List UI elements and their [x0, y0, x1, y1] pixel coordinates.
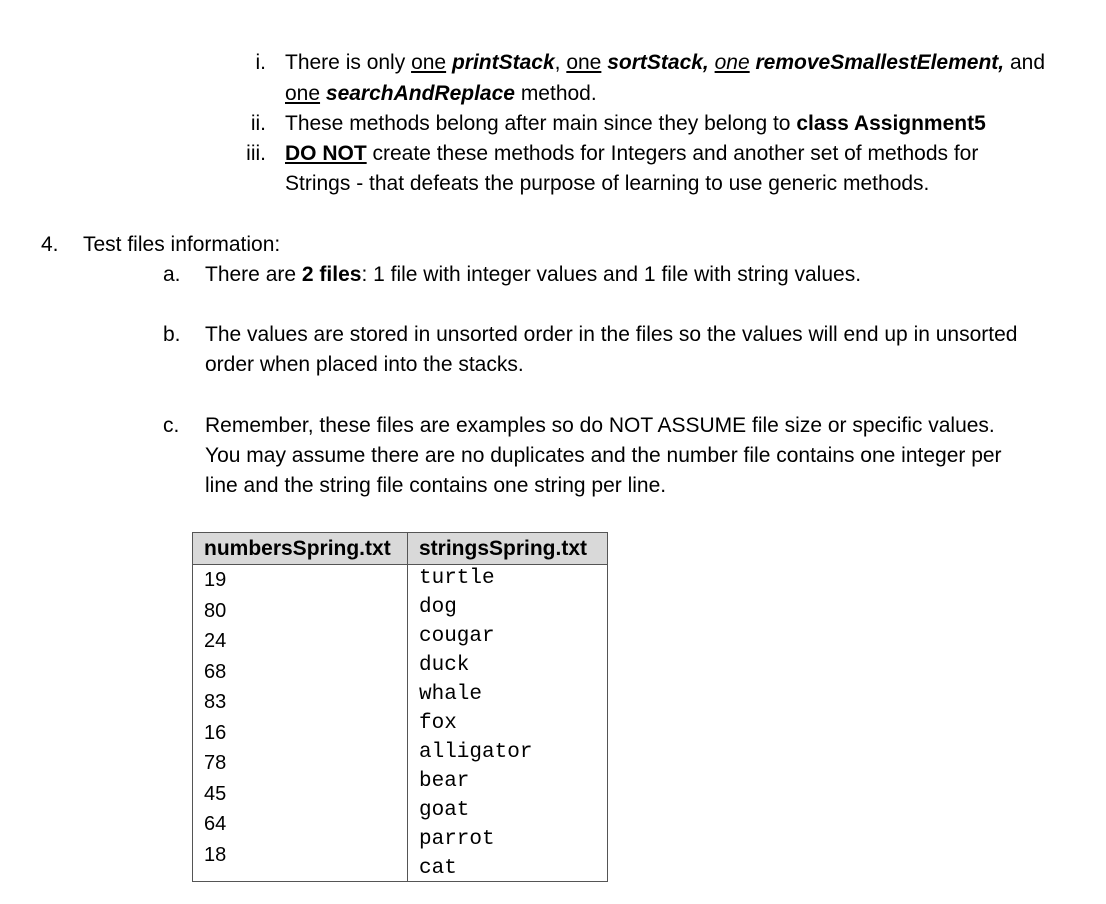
number-cell: 18 — [204, 843, 227, 866]
string-cell: cougar — [419, 625, 495, 648]
table-column-divider — [407, 533, 408, 881]
item-label-c: c. — [163, 414, 180, 437]
sub-item-i-line2: one searchAndReplace method. — [285, 82, 597, 105]
item-b-line1: The values are stored in unsorted order in the files so the values will end up in unsorted — [205, 323, 1018, 346]
number-cell: 80 — [204, 599, 227, 622]
item-c-line1: Remember, these files are examples so do NOT ASSUME file size or specific values. — [205, 414, 995, 437]
string-cell: duck — [419, 654, 470, 677]
sub-item-iii-line1: DO NOT create these methods for Integers and another set of methods for — [285, 142, 979, 165]
number-cell: 16 — [204, 721, 227, 744]
item-c-line2: You may assume there are no duplicates and the number file contains one integer per — [205, 444, 1002, 467]
sub-item-label-i: i. — [255, 51, 266, 74]
string-cell: goat — [419, 799, 470, 822]
string-cell: fox — [419, 712, 457, 735]
item-b-line2: order when placed into the stacks. — [205, 353, 524, 376]
number-cell: 78 — [204, 752, 227, 774]
number-cell: 45 — [204, 782, 227, 805]
number-cell: 83 — [204, 691, 227, 713]
sub-item-label-iii: iii. — [246, 142, 266, 165]
string-cell: parrot — [419, 828, 495, 851]
section-title: Test files information: — [83, 233, 281, 256]
string-cell: turtle — [419, 567, 495, 590]
table-header-numbers: numbersSpring.txt — [204, 537, 391, 560]
number-cell: 19 — [204, 569, 227, 591]
sub-item-label-ii: ii. — [250, 112, 266, 135]
string-cell: whale — [419, 683, 483, 706]
strings-column — [419, 564, 532, 883]
test-files-table — [192, 532, 608, 882]
item-c-line3: line and the string file contains one string per line. — [205, 474, 667, 497]
sub-item-ii-line: These methods belong after main since they belong to class Assignment5 — [285, 112, 986, 135]
item-label-b: b. — [163, 323, 181, 346]
section-number: 4. — [41, 233, 59, 256]
number-cell: 24 — [204, 630, 227, 652]
string-cell: bear — [419, 770, 470, 793]
number-cell: 64 — [204, 813, 227, 835]
table-header-strings: stringsSpring.txt — [419, 537, 588, 560]
item-label-a: a. — [163, 263, 181, 286]
numbers-column — [204, 565, 226, 870]
number-cell: 68 — [204, 660, 227, 683]
string-cell: alligator — [419, 741, 533, 764]
string-cell: dog — [419, 596, 457, 619]
sub-item-i-line1: There is only one printStack, one sortStack, one removeSmallestElement, and — [285, 51, 1045, 74]
sub-item-iii-line2: Strings - that defeats the purpose of learning to use generic methods. — [285, 172, 930, 195]
item-a-text: There are 2 files: 1 file with integer values and 1 file with string values. — [205, 263, 862, 286]
string-cell: cat — [419, 857, 457, 880]
